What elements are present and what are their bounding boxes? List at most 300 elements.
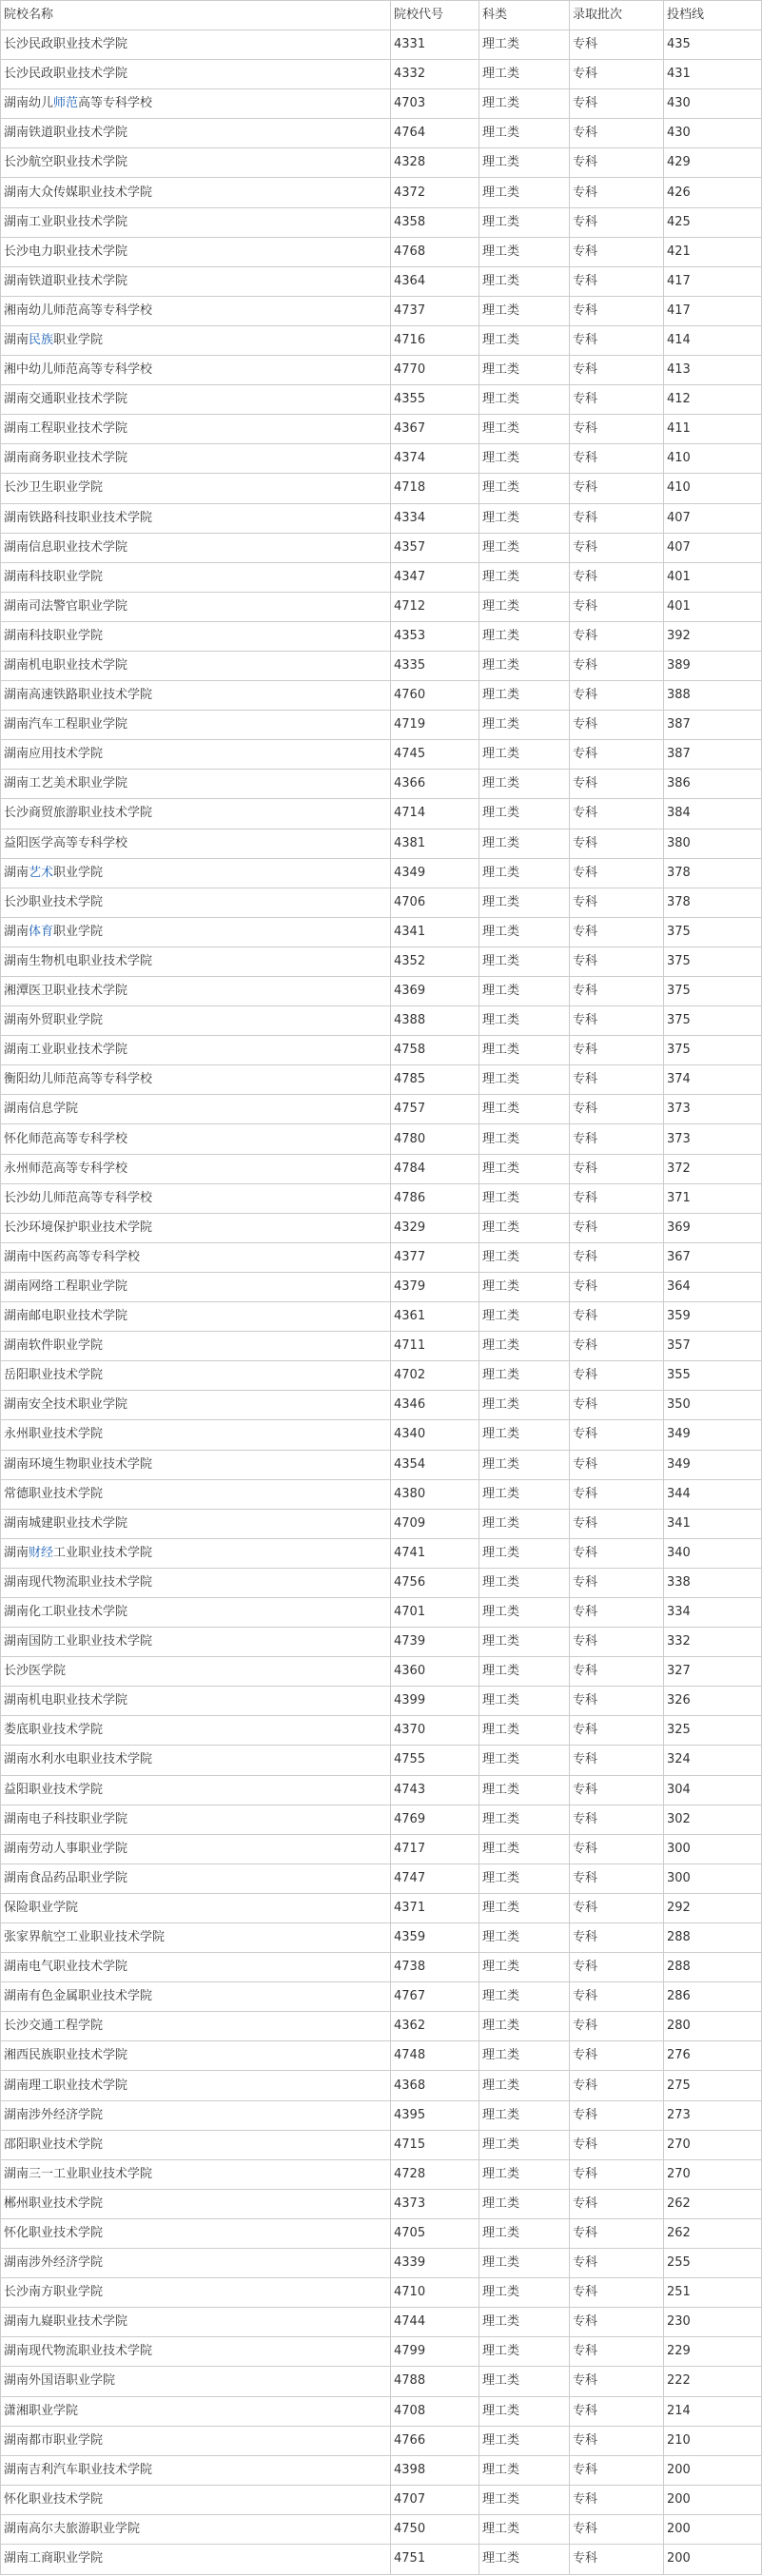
school-name-cell xyxy=(1,1568,391,1597)
table-row xyxy=(1,2100,762,2130)
subject-category-cell: 理工类 xyxy=(479,89,570,119)
school-name-text: 潇湘职业学院 xyxy=(4,2403,79,2418)
table-row xyxy=(1,2426,762,2455)
school-name-text: 湖南高速铁路职业技术学院 xyxy=(4,688,153,703)
admission-batch-cell: 专科 xyxy=(570,2367,664,2396)
admission-batch-cell: 专科 xyxy=(570,1509,664,1538)
table-row xyxy=(1,2278,762,2308)
school-name-text: 湖南生物机电职业技术学院 xyxy=(4,953,153,968)
school-code-cell: 4380 xyxy=(391,1479,479,1509)
school-name-text: 怀化职业技术学院 xyxy=(4,2491,104,2507)
admission-batch-cell: 专科 xyxy=(570,2189,664,2218)
table-row xyxy=(1,2544,762,2574)
admission-batch-cell: 专科 xyxy=(570,1687,664,1716)
cutoff-score-cell: 407 xyxy=(664,503,762,533)
subject-category-cell: 理工类 xyxy=(479,799,570,829)
school-name-text: 张家界航空工业职业技术学院 xyxy=(4,1930,166,1945)
admission-batch-cell: 专科 xyxy=(570,1568,664,1597)
cutoff-score-cell: 304 xyxy=(664,1775,762,1805)
table-row xyxy=(1,1923,762,1953)
table-row xyxy=(1,356,762,385)
subject-category-cell: 理工类 xyxy=(479,740,570,770)
school-name-text: 郴州职业技术学院 xyxy=(4,2195,104,2211)
subject-category-cell: 理工类 xyxy=(479,266,570,296)
cutoff-score-cell: 262 xyxy=(664,2218,762,2248)
cutoff-score-cell: 378 xyxy=(664,858,762,888)
school-name-text: 长沙医学院 xyxy=(4,1664,67,1679)
school-name-text: 湖南工艺美术职业学院 xyxy=(4,776,128,791)
cutoff-score-cell: 327 xyxy=(664,1657,762,1687)
subject-category-cell: 理工类 xyxy=(479,2159,570,2189)
school-name-cell xyxy=(1,888,391,917)
admission-batch-cell: 专科 xyxy=(570,1864,664,1893)
admission-batch-cell: 专科 xyxy=(570,474,664,503)
school-code-cell: 4373 xyxy=(391,2189,479,2218)
cutoff-score-cell: 369 xyxy=(664,1213,762,1242)
school-name-text: 湖南司法警官职业学院 xyxy=(4,598,128,614)
table-row xyxy=(1,89,762,119)
subject-category-cell: 理工类 xyxy=(479,1657,570,1687)
school-code-cell: 4335 xyxy=(391,651,479,680)
subject-category-cell: 理工类 xyxy=(479,2337,570,2367)
school-code-cell: 4718 xyxy=(391,474,479,503)
cutoff-score-cell: 373 xyxy=(664,1095,762,1124)
table-row xyxy=(1,2218,762,2248)
school-name-text: 长沙民政职业技术学院 xyxy=(4,67,128,82)
school-name-text: 益阳职业技术学院 xyxy=(4,1782,104,1797)
subject-category-cell: 理工类 xyxy=(479,60,570,89)
keyword-link[interactable]: 师范 xyxy=(53,96,79,111)
school-code-cell: 4381 xyxy=(391,829,479,858)
cutoff-score-cell: 344 xyxy=(664,1479,762,1509)
subject-category-cell: 理工类 xyxy=(479,592,570,621)
cutoff-score-cell: 340 xyxy=(664,1538,762,1568)
school-name-cell xyxy=(1,681,391,711)
school-code-cell: 4331 xyxy=(391,30,479,60)
subject-category-cell: 理工类 xyxy=(479,2012,570,2041)
school-code-cell: 4369 xyxy=(391,977,479,1006)
subject-category-cell: 理工类 xyxy=(479,651,570,680)
school-code-cell: 4788 xyxy=(391,2367,479,2396)
school-name-cell xyxy=(1,2100,391,2130)
cutoff-score-cell: 417 xyxy=(664,296,762,325)
school-name-cell xyxy=(1,325,391,355)
school-name-text: 职业学院 xyxy=(53,865,104,880)
admission-batch-cell: 专科 xyxy=(570,1628,664,1657)
subject-category-cell: 理工类 xyxy=(479,2426,570,2455)
subject-category-cell: 理工类 xyxy=(479,1361,570,1391)
table-row xyxy=(1,1982,762,2012)
subject-category-cell: 理工类 xyxy=(479,119,570,148)
admission-batch-cell: 专科 xyxy=(570,1716,664,1746)
subject-category-cell: 理工类 xyxy=(479,1332,570,1361)
admission-batch-cell: 专科 xyxy=(570,1006,664,1036)
subject-category-cell: 理工类 xyxy=(479,2218,570,2248)
school-name-cell xyxy=(1,1420,391,1450)
subject-category-cell: 理工类 xyxy=(479,1746,570,1775)
school-code-cell: 4710 xyxy=(391,2278,479,2308)
school-name-cell xyxy=(1,1657,391,1687)
table-row xyxy=(1,1450,762,1479)
subject-category-cell: 理工类 xyxy=(479,325,570,355)
cutoff-score-cell: 417 xyxy=(664,266,762,296)
school-name-cell xyxy=(1,1391,391,1420)
table-row xyxy=(1,1597,762,1627)
subject-category-cell: 理工类 xyxy=(479,2514,570,2544)
school-code-cell: 4767 xyxy=(391,1982,479,2012)
school-name-cell xyxy=(1,1272,391,1301)
cutoff-score-cell: 214 xyxy=(664,2396,762,2426)
school-name-cell xyxy=(1,1982,391,2012)
school-name-text: 湖南劳动人事职业学院 xyxy=(4,1841,128,1856)
cutoff-score-cell: 326 xyxy=(664,1687,762,1716)
admission-batch-cell: 专科 xyxy=(570,533,664,562)
subject-category-cell: 理工类 xyxy=(479,1450,570,1479)
cutoff-score-cell: 431 xyxy=(664,60,762,89)
admission-batch-cell: 专科 xyxy=(570,207,664,237)
school-code-cell: 4769 xyxy=(391,1805,479,1834)
table-body xyxy=(1,30,762,2575)
cutoff-score-cell: 435 xyxy=(664,30,762,60)
admission-batch-cell: 专科 xyxy=(570,1953,664,1982)
school-code-cell: 4711 xyxy=(391,1332,479,1361)
school-name-cell xyxy=(1,799,391,829)
school-name-cell xyxy=(1,533,391,562)
cutoff-score-cell: 324 xyxy=(664,1746,762,1775)
school-name-text: 湘西民族职业技术学院 xyxy=(4,2048,128,2063)
school-name-cell xyxy=(1,770,391,799)
school-code-cell: 4748 xyxy=(391,2041,479,2071)
cutoff-score-cell: 355 xyxy=(664,1361,762,1391)
cutoff-score-cell: 222 xyxy=(664,2367,762,2396)
table-row xyxy=(1,30,762,60)
keyword-link[interactable]: 艺术 xyxy=(29,865,54,880)
school-name-cell xyxy=(1,1775,391,1805)
admission-batch-cell: 专科 xyxy=(570,1036,664,1065)
school-name-cell xyxy=(1,30,391,60)
cutoff-score-cell: 374 xyxy=(664,1065,762,1095)
school-name-cell xyxy=(1,1095,391,1124)
table-row xyxy=(1,770,762,799)
table-row xyxy=(1,1095,762,1124)
school-name-cell xyxy=(1,2071,391,2100)
school-name-text: 湖南 xyxy=(4,1545,29,1560)
table-header-row xyxy=(1,1,762,30)
admission-batch-cell: 专科 xyxy=(570,237,664,266)
admission-batch-cell: 专科 xyxy=(570,1065,664,1095)
school-name-cell xyxy=(1,444,391,474)
school-code-cell: 4745 xyxy=(391,740,479,770)
subject-category-cell: 理工类 xyxy=(479,2130,570,2159)
table-row xyxy=(1,415,762,444)
school-code-cell: 4377 xyxy=(391,1242,479,1272)
school-name-cell xyxy=(1,1893,391,1922)
admission-batch-cell: 专科 xyxy=(570,2041,664,2071)
admission-batch-cell: 专科 xyxy=(570,2249,664,2278)
school-name-cell xyxy=(1,1183,391,1213)
subject-category-cell: 理工类 xyxy=(479,2308,570,2337)
school-code-cell: 4766 xyxy=(391,2426,479,2455)
admission-batch-cell: 专科 xyxy=(570,799,664,829)
school-name-text: 湖南邮电职业技术学院 xyxy=(4,1309,128,1324)
admission-batch-cell: 专科 xyxy=(570,2426,664,2455)
school-name-text: 湖南食品药品职业学院 xyxy=(4,1870,128,1885)
school-name-text: 湖南理工职业技术学院 xyxy=(4,2078,128,2093)
cutoff-score-cell: 412 xyxy=(664,385,762,415)
cutoff-score-cell: 210 xyxy=(664,2426,762,2455)
school-name-cell xyxy=(1,740,391,770)
school-name-cell xyxy=(1,2426,391,2455)
table-row xyxy=(1,2159,762,2189)
admission-batch-cell: 专科 xyxy=(570,325,664,355)
table-row xyxy=(1,1953,762,1982)
admission-batch-cell: 专科 xyxy=(570,2278,664,2308)
subject-category-cell: 理工类 xyxy=(479,1687,570,1716)
table-row xyxy=(1,1006,762,1036)
subject-category-cell: 理工类 xyxy=(479,711,570,740)
cutoff-score-cell: 375 xyxy=(664,917,762,946)
keyword-link[interactable]: 体育 xyxy=(29,924,54,939)
admission-batch-cell: 专科 xyxy=(570,89,664,119)
table-row xyxy=(1,946,762,976)
admission-batch-cell: 专科 xyxy=(570,2455,664,2485)
school-name-cell xyxy=(1,2130,391,2159)
school-code-cell: 4341 xyxy=(391,917,479,946)
school-name-text: 湖南铁道职业技术学院 xyxy=(4,126,128,141)
table-row xyxy=(1,2367,762,2396)
school-code-cell: 4355 xyxy=(391,385,479,415)
school-code-cell: 4371 xyxy=(391,1893,479,1922)
table-row xyxy=(1,1036,762,1065)
cutoff-score-cell: 325 xyxy=(664,1716,762,1746)
school-name-text: 湘中幼儿师范高等专科学校 xyxy=(4,362,153,378)
school-name-cell xyxy=(1,829,391,858)
school-code-cell: 4359 xyxy=(391,1923,479,1953)
school-code-cell: 4388 xyxy=(391,1006,479,1036)
school-code-cell: 4758 xyxy=(391,1036,479,1065)
school-name-cell xyxy=(1,1628,391,1657)
cutoff-score-cell: 357 xyxy=(664,1332,762,1361)
table-row xyxy=(1,1509,762,1538)
school-name-text: 湖南三一工业职业技术学院 xyxy=(4,2166,153,2181)
header-school-code: 院校代号 xyxy=(391,1,479,30)
school-name-text: 湖南化工职业技术学院 xyxy=(4,1605,128,1620)
cutoff-score-cell: 411 xyxy=(664,415,762,444)
school-name-cell xyxy=(1,2337,391,2367)
school-name-text: 湖南商务职业技术学院 xyxy=(4,451,128,466)
table-row xyxy=(1,1420,762,1450)
table-row xyxy=(1,562,762,592)
header-subject-category: 科类 xyxy=(479,1,570,30)
subject-category-cell: 理工类 xyxy=(479,1628,570,1657)
school-code-cell: 4744 xyxy=(391,2308,479,2337)
cutoff-score-cell: 414 xyxy=(664,325,762,355)
admission-batch-cell: 专科 xyxy=(570,2159,664,2189)
school-code-cell: 4756 xyxy=(391,1568,479,1597)
cutoff-score-cell: 302 xyxy=(664,1805,762,1834)
school-name-cell xyxy=(1,946,391,976)
school-name-text: 工业职业技术学院 xyxy=(53,1545,153,1560)
school-name-text: 湖南信息职业技术学院 xyxy=(4,539,128,555)
cutoff-score-cell: 410 xyxy=(664,474,762,503)
admission-batch-cell: 专科 xyxy=(570,1805,664,1834)
table-row xyxy=(1,1361,762,1391)
school-code-cell: 4737 xyxy=(391,296,479,325)
school-name-text: 职业学院 xyxy=(53,924,104,939)
school-code-cell: 4702 xyxy=(391,1361,479,1391)
school-code-cell: 4719 xyxy=(391,711,479,740)
subject-category-cell: 理工类 xyxy=(479,2189,570,2218)
admission-batch-cell: 专科 xyxy=(570,2485,664,2514)
cutoff-score-cell: 200 xyxy=(664,2544,762,2574)
admission-batch-cell: 专科 xyxy=(570,1302,664,1332)
school-name-text: 高等专科学校 xyxy=(78,96,153,111)
subject-category-cell: 理工类 xyxy=(479,770,570,799)
school-code-cell: 4757 xyxy=(391,1095,479,1124)
school-name-cell xyxy=(1,651,391,680)
admission-batch-cell: 专科 xyxy=(570,1095,664,1124)
keyword-link[interactable]: 民族 xyxy=(29,332,54,347)
school-code-cell: 4738 xyxy=(391,1953,479,1982)
cutoff-score-cell: 286 xyxy=(664,1982,762,2012)
school-name-text: 湖南九嶷职业技术学院 xyxy=(4,2314,128,2330)
cutoff-score-cell: 300 xyxy=(664,1864,762,1893)
table-row xyxy=(1,2455,762,2485)
school-name-text: 湖南应用技术学院 xyxy=(4,747,104,762)
school-name-cell xyxy=(1,2218,391,2248)
school-name-text: 湖南交通职业技术学院 xyxy=(4,392,128,407)
table-row xyxy=(1,977,762,1006)
school-name-text: 长沙南方职业学院 xyxy=(4,2285,104,2300)
cutoff-score-cell: 429 xyxy=(664,148,762,178)
school-name-cell xyxy=(1,1746,391,1775)
admission-batch-cell: 专科 xyxy=(570,2396,664,2426)
table-row xyxy=(1,1183,762,1213)
school-name-cell xyxy=(1,2159,391,2189)
school-name-cell xyxy=(1,1242,391,1272)
admission-batch-cell: 专科 xyxy=(570,178,664,207)
table-row xyxy=(1,178,762,207)
school-name-text: 湖南工程职业技术学院 xyxy=(4,421,128,437)
school-code-cell: 4739 xyxy=(391,1628,479,1657)
school-name-cell xyxy=(1,178,391,207)
school-code-cell: 4374 xyxy=(391,444,479,474)
school-name-text: 湖南安全技术职业学院 xyxy=(4,1397,128,1413)
school-name-text: 湖南幼儿 xyxy=(4,96,54,111)
school-name-text: 娄底职业技术学院 xyxy=(4,1723,104,1738)
school-name-text: 湖南铁道职业技术学院 xyxy=(4,273,128,288)
school-name-cell xyxy=(1,1953,391,1982)
school-code-cell: 4703 xyxy=(391,89,479,119)
subject-category-cell: 理工类 xyxy=(479,1716,570,1746)
subject-category-cell: 理工类 xyxy=(479,1805,570,1834)
cutoff-score-cell: 401 xyxy=(664,562,762,592)
admission-batch-cell: 专科 xyxy=(570,651,664,680)
header-admission-batch: 录取批次 xyxy=(570,1,664,30)
subject-category-cell: 理工类 xyxy=(479,1893,570,1922)
school-code-cell: 4360 xyxy=(391,1657,479,1687)
cutoff-score-cell: 334 xyxy=(664,1597,762,1627)
admission-batch-cell: 专科 xyxy=(570,1597,664,1627)
admission-batch-cell: 专科 xyxy=(570,1538,664,1568)
admission-batch-cell: 专科 xyxy=(570,2100,664,2130)
cutoff-score-cell: 375 xyxy=(664,1036,762,1065)
school-name-text: 湖南有色金属职业技术学院 xyxy=(4,1989,153,2004)
school-name-text: 永州职业技术学院 xyxy=(4,1427,104,1442)
table-row xyxy=(1,60,762,89)
school-name-cell xyxy=(1,1923,391,1953)
school-code-cell: 4755 xyxy=(391,1746,479,1775)
keyword-link[interactable]: 财经 xyxy=(29,1545,54,1560)
subject-category-cell: 理工类 xyxy=(479,2544,570,2574)
cutoff-score-cell: 407 xyxy=(664,533,762,562)
subject-category-cell: 理工类 xyxy=(479,562,570,592)
subject-category-cell: 理工类 xyxy=(479,2367,570,2396)
school-name-cell xyxy=(1,2485,391,2514)
admission-batch-cell: 专科 xyxy=(570,1391,664,1420)
subject-category-cell: 理工类 xyxy=(479,1834,570,1864)
subject-category-cell: 理工类 xyxy=(479,2278,570,2308)
school-code-cell: 4354 xyxy=(391,1450,479,1479)
school-code-cell: 4705 xyxy=(391,2218,479,2248)
school-name-text: 湖南 xyxy=(4,865,29,880)
school-code-cell: 4714 xyxy=(391,799,479,829)
cutoff-score-cell: 300 xyxy=(664,1834,762,1864)
school-code-cell: 4339 xyxy=(391,2249,479,2278)
table-row xyxy=(1,148,762,178)
school-name-cell xyxy=(1,1538,391,1568)
cutoff-score-cell: 350 xyxy=(664,1391,762,1420)
school-name-text: 湖南吉利汽车职业技术学院 xyxy=(4,2462,153,2477)
subject-category-cell: 理工类 xyxy=(479,2396,570,2426)
school-name-text: 湖南大众传媒职业技术学院 xyxy=(4,185,153,200)
school-name-text: 湖南城建职业技术学院 xyxy=(4,1515,128,1531)
table-row xyxy=(1,2485,762,2514)
school-code-cell: 4750 xyxy=(391,2514,479,2544)
school-name-cell xyxy=(1,266,391,296)
school-code-cell: 4398 xyxy=(391,2455,479,2485)
admission-batch-cell: 专科 xyxy=(570,946,664,976)
admission-batch-cell: 专科 xyxy=(570,1213,664,1242)
subject-category-cell: 理工类 xyxy=(479,946,570,976)
subject-category-cell: 理工类 xyxy=(479,917,570,946)
school-code-cell: 4707 xyxy=(391,2485,479,2514)
subject-category-cell: 理工类 xyxy=(479,977,570,1006)
school-code-cell: 4764 xyxy=(391,119,479,148)
admission-batch-cell: 专科 xyxy=(570,770,664,799)
subject-category-cell: 理工类 xyxy=(479,503,570,533)
admission-batch-cell: 专科 xyxy=(570,829,664,858)
subject-category-cell: 理工类 xyxy=(479,2249,570,2278)
subject-category-cell: 理工类 xyxy=(479,621,570,651)
admission-batch-cell: 专科 xyxy=(570,356,664,385)
school-name-text: 长沙幼儿师范高等专科学校 xyxy=(4,1190,153,1205)
subject-category-cell: 理工类 xyxy=(479,1124,570,1154)
cutoff-score-cell: 392 xyxy=(664,621,762,651)
school-code-cell: 4716 xyxy=(391,325,479,355)
school-code-cell: 4395 xyxy=(391,2100,479,2130)
cutoff-score-cell: 273 xyxy=(664,2100,762,2130)
cutoff-score-cell: 200 xyxy=(664,2455,762,2485)
subject-category-cell: 理工类 xyxy=(479,415,570,444)
school-code-cell: 4346 xyxy=(391,1391,479,1420)
cutoff-score-cell: 292 xyxy=(664,1893,762,1922)
cutoff-score-cell: 380 xyxy=(664,829,762,858)
school-name-cell xyxy=(1,1479,391,1509)
school-name-text: 常德职业技术学院 xyxy=(4,1486,104,1501)
school-name-text: 湖南机电职业技术学院 xyxy=(4,658,128,673)
school-name-text: 湖南环境生物职业技术学院 xyxy=(4,1456,153,1472)
